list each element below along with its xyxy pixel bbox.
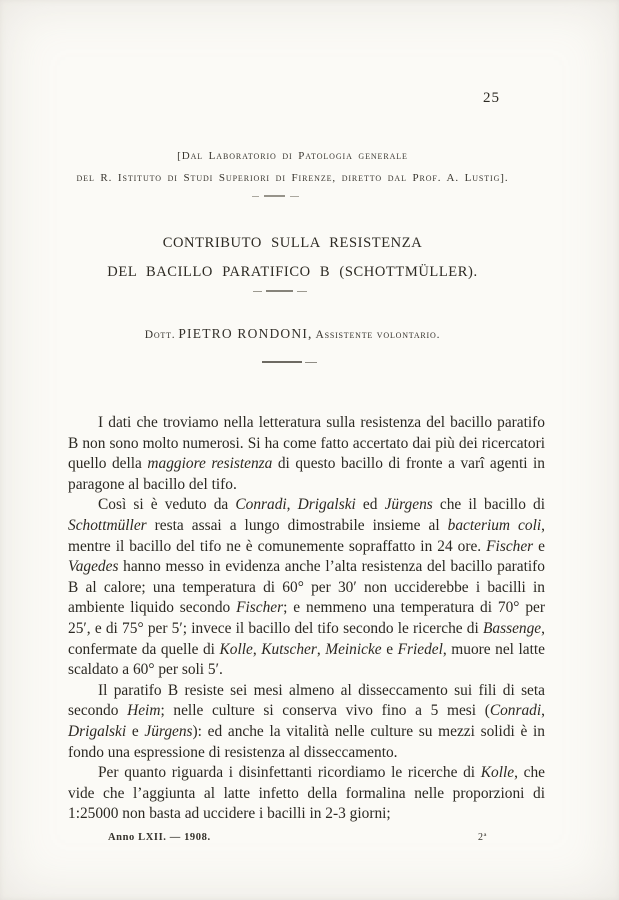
divider-dashes-title <box>253 290 307 292</box>
divider-rule-author <box>262 361 317 363</box>
plain-text: e <box>126 722 145 740</box>
plain-text: e <box>533 537 545 555</box>
plain-text: I dati che troviamo nella letteratura sulla resistenza del bacillo paratifo B non sono molto numerosi. Si ha come fatto accertato dai più dei ricercatori quello della <box>68 414 545 473</box>
italic-text: Drigalski <box>68 722 127 740</box>
italic-text: Drigalski <box>297 496 356 514</box>
italic-text: bacterium coli <box>447 516 542 534</box>
author-role: Assistente volontario. <box>315 329 441 341</box>
divider-segment <box>290 196 299 197</box>
plain-text: ; e nemmeno una temperatura di 70° per 25′, e di 75° per 5′; invece il bacillo del tifo secondo le ricerche di <box>68 599 545 637</box>
plain-text: , <box>316 640 326 658</box>
paragraph-2 <box>68 495 545 680</box>
plain-text: , muore nel latte scaldato a 60° per soli 5′. <box>68 640 545 679</box>
italic-text: Kolle <box>219 640 253 658</box>
institution-header <box>40 145 545 189</box>
plain-text: ed <box>355 496 385 514</box>
divider-dashes-header <box>252 195 299 197</box>
author-honorific: Dott. <box>144 329 176 341</box>
italic-text: Vagedes <box>68 558 119 576</box>
plain-text: resta assai a lungo dimostrabile insieme al <box>146 516 448 534</box>
footer-signature-mark: 2ª <box>478 832 487 843</box>
italic-text: Fischer <box>236 599 284 617</box>
divider-segment <box>266 290 293 292</box>
plain-text: , <box>541 702 546 720</box>
author-line <box>40 326 545 342</box>
plain-text: , confermate da quelle di <box>68 619 545 658</box>
plain-text: hanno messo in evidenza anche l’alta resistenza del bacillo paratifo B al calore; una temperatura di 60° per 30′ non ucciderebbe i bacilli in ambiente liquido secondo <box>68 558 545 617</box>
divider-segment <box>252 196 259 197</box>
italic-text: Kolle <box>480 764 515 782</box>
paragraph-3 <box>68 681 545 763</box>
plain-text: , mentre il bacillo del tifo ne è comunemente sopraffatto in 24 ore. <box>68 516 545 555</box>
italic-text: Friedel <box>397 640 443 658</box>
italic-text: maggiore resistenza <box>147 455 273 473</box>
header-line-2: del R. Istituto di Studi Superiori di Firenze, diretto dal Prof. A. Lustig]. <box>76 172 509 184</box>
divider-segment <box>264 195 285 197</box>
page-number: 25 <box>483 90 500 106</box>
header-line-1: [Dal Laboratorio di Patologia generale <box>177 150 408 162</box>
italic-text: Fischer <box>486 537 534 555</box>
italic-text: Schottmüller <box>68 516 147 534</box>
plain-text: ): ed anche la vitalità nelle culture su mezzi solidi è in fondo una espressione di resistenza al disseccamento. <box>68 722 545 761</box>
title-line-2: DEL BACILLO PARATIFICO B (SCHOTTMÜLLER). <box>107 264 478 280</box>
plain-text: , che vide che l’aggiunta al latte infetto della formalina nelle proporzioni di 1:25000 non basta ad uccidere i bacilli in 2-3 giorni; <box>68 764 545 823</box>
page-footer <box>68 832 545 843</box>
paragraph-1 <box>68 413 545 495</box>
body-text <box>68 413 545 825</box>
italic-text: Conradi <box>235 496 287 514</box>
plain-text: , <box>252 640 262 658</box>
plain-text: di questo bacillo di fronte a varî agenti in paragone al bacillo del tifo. <box>68 455 545 493</box>
divider-segment <box>262 361 302 363</box>
plain-text: che il bacillo di <box>432 496 546 514</box>
footer-volume-year: Anno LXII. — 1908. <box>108 832 211 843</box>
divider-segment <box>297 291 307 292</box>
title-line-1: CONTRIBUTO SULLA RESISTENZA <box>162 235 423 251</box>
plain-text: Il paratifo B resiste sei mesi almeno al disseccamento sui fili di seta secondo <box>68 681 545 720</box>
divider-segment <box>253 291 262 292</box>
italic-text: Meinicke <box>325 640 382 658</box>
plain-text: e <box>381 640 398 658</box>
article-title <box>40 229 545 287</box>
italic-text: Bassenge <box>483 619 542 637</box>
divider-segment <box>305 362 317 363</box>
plain-text: ; nelle culture si conserva vivo fino a 5 mesi ( <box>160 702 490 720</box>
plain-text: Così si è veduto da <box>98 496 236 514</box>
italic-text: Kutscher <box>261 640 317 658</box>
italic-text: Conradi <box>489 702 542 720</box>
paragraph-4 <box>68 763 545 825</box>
italic-text: Jürgens <box>144 722 193 740</box>
plain-text: , <box>286 496 298 514</box>
italic-text: Heim <box>127 702 161 720</box>
italic-text: Jürgens <box>384 496 433 514</box>
author-name: PIETRO RONDONI, <box>178 326 313 341</box>
plain-text: Per quanto riguarda i disinfettanti ricordiamo le ricerche di <box>98 764 481 782</box>
